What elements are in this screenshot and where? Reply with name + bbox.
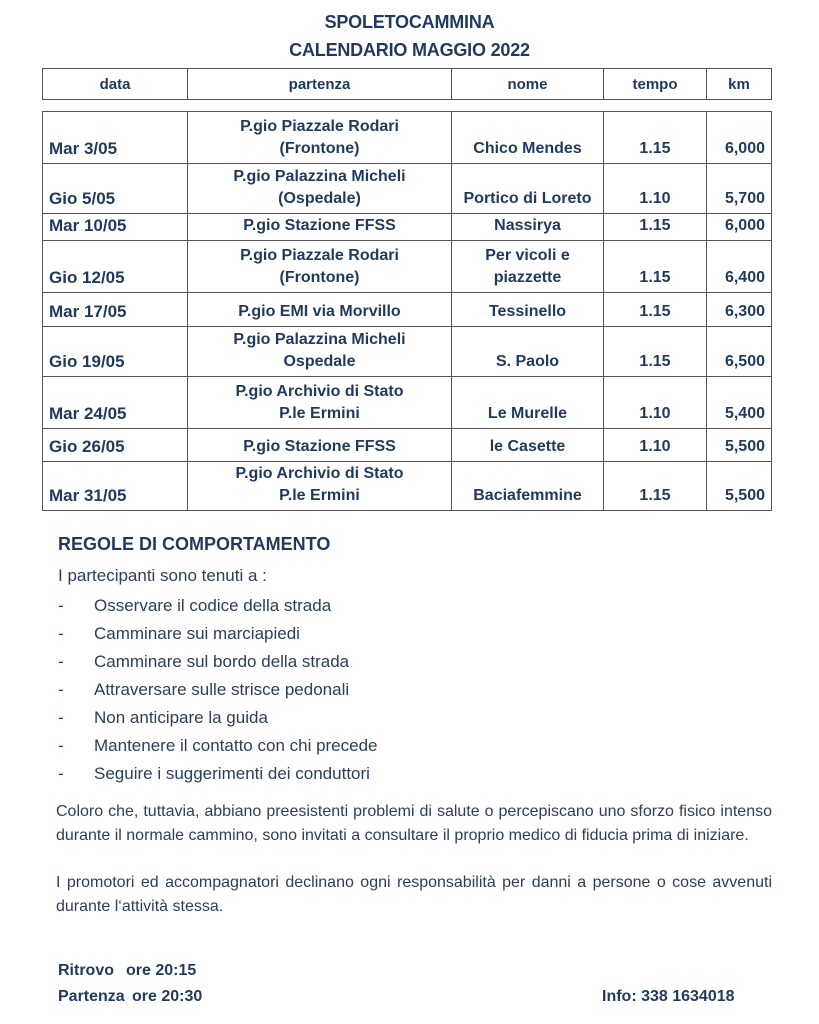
calendar-table [42,111,772,511]
bullet-dash: - [58,736,64,755]
bullet-dash: - [58,652,64,671]
cell-data: Mar 3/05 [43,112,188,164]
cell-nome-line: Baciafemmine [473,487,582,504]
table-row [43,214,772,241]
cell-partenza-line: (Ospedale) [278,190,361,207]
list-item [58,592,378,620]
departure-time [58,988,202,1006]
cell-partenza-line: Ospedale [283,353,356,370]
rule-text: Osservare il codice della strada [94,596,332,615]
rule-text: Camminare sul bordo della strada [94,652,350,671]
cell-nome [452,164,604,214]
cell-tempo: 1.15 [604,293,707,327]
cell-nome-line: piazzette [493,269,562,286]
bullet-dash: - [58,596,64,615]
cell-km: 6,400 [707,241,772,293]
cell-data: Mar 24/05 [43,377,188,429]
cell-nome [452,293,604,327]
cell-tempo: 1.15 [604,214,707,241]
rule-text: Non anticipare la guida [94,708,268,727]
rule-text: Seguire i suggerimenti dei conduttori [94,764,370,783]
cell-nome-line: Tessinello [488,303,567,320]
cell-partenza-line: P.le Ermini [279,405,360,422]
bullet-dash: - [58,764,64,783]
cell-km: 5,700 [707,164,772,214]
cell-nome-line: Nassirya [494,217,561,234]
cell-nome-line: Le Murelle [487,405,568,422]
cell-partenza [188,293,452,327]
calendar-header-table [42,68,772,100]
column-header-nome: nome [452,69,604,100]
cell-nome-line: Chico Mendes [473,140,582,157]
header-row [43,69,772,100]
cell-tempo: 1.15 [604,462,707,511]
cell-km: 5,400 [707,377,772,429]
cell-partenza [188,214,452,241]
cell-km: 6,000 [707,112,772,164]
list-item [58,648,378,676]
rules-heading: REGOLE DI COMPORTAMENTO [58,534,331,554]
departure-label: Partenza [58,988,125,1005]
liability-disclaimer: I promotori ed accompagnatori declinano ogni responsabilità per danni a persone o cose avvenuti durante l‘attività stessa. [56,874,772,915]
list-item [58,760,378,788]
departure-value: ore 20:30 [132,988,203,1005]
bullet-dash: - [58,680,64,699]
cell-data: Mar 17/05 [43,293,188,327]
cell-partenza-line: P.le Ermini [279,487,360,504]
table-row [43,241,772,293]
cell-partenza-line: P.gio Piazzale Rodari [240,118,399,135]
cell-partenza-line: P.gio Palazzina Micheli [233,168,406,185]
list-item [58,676,378,704]
cell-tempo: 1.15 [604,112,707,164]
info-phone: Info: 338 1634018 [602,988,735,1005]
document-subtitle: CALENDARIO MAGGIO 2022 [289,40,530,60]
rule-text: Camminare sui marciapiedi [94,624,300,643]
cell-partenza [188,429,452,462]
cell-tempo: 1.15 [604,241,707,293]
cell-data: Mar 10/05 [43,214,188,241]
cell-nome-line: S. Paolo [495,353,560,370]
cell-nome [452,214,604,241]
cell-data: Gio 19/05 [43,327,188,377]
rules-intro: I partecipanti sono tenuti a : [58,566,267,585]
cell-tempo: 1.10 [604,377,707,429]
cell-nome-line: Portico di Loreto [463,190,592,207]
rule-text: Attraversare sulle strisce pedonali [94,680,350,699]
cell-partenza [188,462,452,511]
cell-nome-line: le Casette [489,438,566,455]
column-header-km: km [707,69,772,100]
bullet-dash: - [58,624,64,643]
cell-data: Gio 26/05 [43,429,188,462]
cell-km: 6,300 [707,293,772,327]
cell-nome [452,462,604,511]
cell-nome [452,377,604,429]
cell-partenza-line: P.gio Palazzina Micheli [233,331,406,348]
table-row [43,327,772,377]
rules-list [58,592,378,788]
meeting-time [58,962,196,980]
table-row [43,164,772,214]
column-header-tempo: tempo [604,69,707,100]
cell-partenza [188,377,452,429]
list-item [58,620,378,648]
meeting-label: Ritrovo [58,962,114,979]
cell-km: 5,500 [707,462,772,511]
cell-nome [452,429,604,462]
cell-partenza [188,241,452,293]
table-row [43,112,772,164]
cell-partenza-line: (Frontone) [279,140,360,157]
table-row [43,462,772,511]
cell-nome-line: Per vicoli e [485,247,570,264]
cell-km: 6,000 [707,214,772,241]
cell-partenza-line: P.gio EMI via Morvillo [238,303,401,320]
cell-partenza-line: P.gio Stazione FFSS [243,438,396,455]
list-item [58,704,378,732]
table-row [43,377,772,429]
cell-data: Gio 12/05 [43,241,188,293]
cell-partenza-line: (Frontone) [279,269,360,286]
cell-partenza [188,112,452,164]
bullet-dash: - [58,708,64,727]
health-disclaimer: Coloro che, tuttavia, abbiano preesistenti problemi di salute o percepiscano uno sforzo fisico intenso durante il normale cammino, sono invitati a consultare il proprio medico di fiducia prima di iniziare. [56,803,772,844]
document-title: SPOLETOCAMMINA [324,12,495,32]
cell-nome [452,241,604,293]
table-row [43,293,772,327]
cell-partenza [188,164,452,214]
cell-tempo: 1.15 [604,327,707,377]
cell-nome [452,112,604,164]
cell-data: Mar 31/05 [43,462,188,511]
column-header-partenza: partenza [188,69,452,100]
cell-partenza-line: P.gio Archivio di Stato [235,383,404,400]
cell-partenza-line: P.gio Stazione FFSS [243,217,396,234]
cell-nome [452,327,604,377]
column-header-data: data [43,69,188,100]
cell-tempo: 1.10 [604,164,707,214]
cell-partenza-line: P.gio Piazzale Rodari [240,247,399,264]
cell-km: 6,500 [707,327,772,377]
cell-km: 5,500 [707,429,772,462]
cell-partenza [188,327,452,377]
meeting-value: ore 20:15 [126,962,197,979]
rule-text: Mantenere il contatto con chi precede [94,736,378,755]
table-row [43,429,772,462]
cell-tempo: 1.10 [604,429,707,462]
cell-partenza-line: P.gio Archivio di Stato [235,465,404,482]
list-item [58,732,378,760]
cell-data: Gio 5/05 [43,164,188,214]
